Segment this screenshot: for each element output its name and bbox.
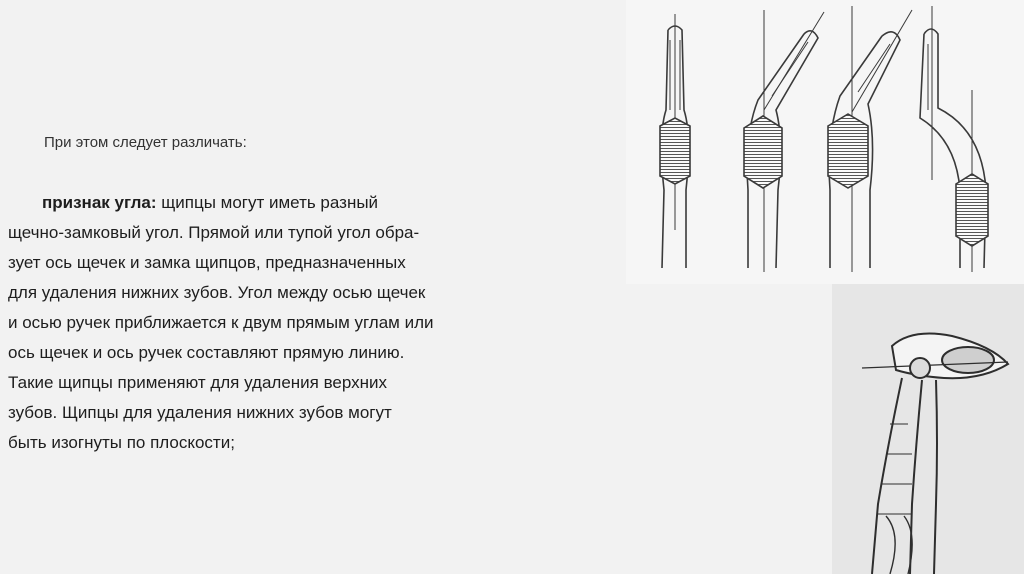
paragraph-line-4: для удаления нижних зубов. Угол между осью щечек (8, 283, 426, 302)
paragraph-line-9: быть изогнуты по плоскости; (8, 433, 235, 452)
forceps-straight (660, 14, 690, 268)
paragraph-line-6: ось щечек и ось ручек составляют прямую линию. (8, 343, 405, 362)
subtitle: При этом следует различать: (44, 134, 247, 151)
body-paragraph (8, 188, 528, 458)
forceps-offset (920, 6, 988, 272)
paragraph-line-1 (8, 188, 528, 218)
forceps-obtuse-angle (828, 6, 912, 272)
paragraph-line-3: зует ось щечек и замка щипцов, предназначенных (8, 253, 406, 272)
forceps-angle-illustration (626, 0, 1024, 284)
paragraph-line-5: и осью ручек приближается к двум прямым углам или (8, 313, 434, 332)
paragraph-line-2: щечно-замковый угол. Прямой или тупой угол обра- (8, 223, 420, 242)
term-label: признак угла: (42, 193, 157, 212)
forceps-slight-angle (744, 10, 824, 272)
lower-forceps-drawing (832, 284, 1024, 574)
paragraph-line-1-rest: щипцы могут иметь разный (156, 193, 379, 212)
lower-teeth-forceps-illustration (832, 284, 1024, 574)
paragraph-line-7: Такие щипцы применяют для удаления верхних (8, 373, 388, 392)
paragraph-line-8: зубов. Щипцы для удаления нижних зубов могут (8, 403, 392, 422)
forceps-angle-drawing (626, 0, 1024, 284)
